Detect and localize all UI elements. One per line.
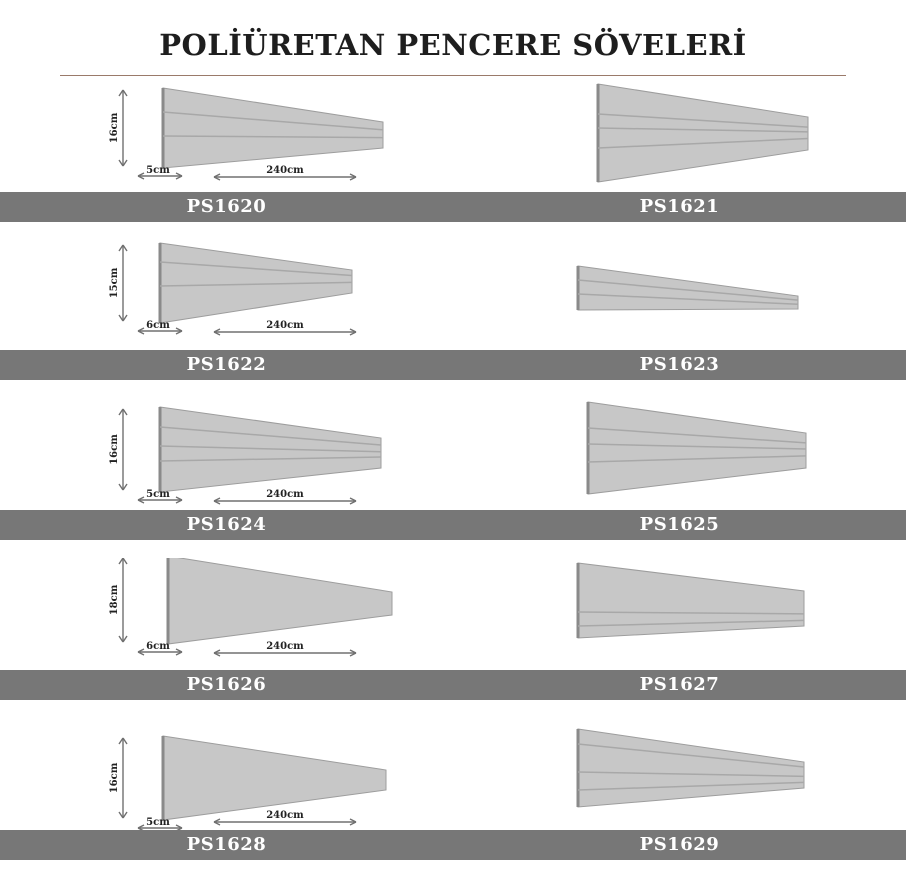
moulding-profile xyxy=(578,563,804,638)
profile-drawing xyxy=(453,558,906,670)
height-label: 15cm xyxy=(109,267,120,299)
product-ps1627 xyxy=(453,558,906,718)
title-divider xyxy=(60,75,846,76)
moulding-profile xyxy=(163,88,383,168)
product-code: PS1625 xyxy=(639,514,720,535)
page-title: POLİÜRETAN PENCERE SÖVELERİ xyxy=(159,28,747,62)
moulding-profile xyxy=(163,736,386,820)
product-code: PS1620 xyxy=(186,196,267,217)
product-code-band xyxy=(453,350,906,380)
product-code: PS1626 xyxy=(186,674,267,695)
moulding-profile xyxy=(168,558,392,644)
product-code-band xyxy=(0,350,453,380)
height-label: 18cm xyxy=(109,584,120,616)
profile-drawing xyxy=(0,398,453,510)
product-code-band xyxy=(453,510,906,540)
depth-label: 5cm xyxy=(146,165,170,176)
product-code: PS1627 xyxy=(639,674,720,695)
height-label: 16cm xyxy=(109,434,120,465)
profile-drawing xyxy=(453,238,906,350)
product-ps1623 xyxy=(453,238,906,398)
product-ps1620 xyxy=(0,80,453,240)
product-code-band xyxy=(453,830,906,860)
profile-drawing xyxy=(0,80,453,192)
profile-drawing xyxy=(0,238,453,350)
moulding-profile xyxy=(578,729,804,807)
depth-label: 6cm xyxy=(146,641,170,652)
product-ps1625 xyxy=(453,398,906,558)
length-label: 240cm xyxy=(266,641,304,652)
depth-label: 6cm xyxy=(146,320,170,331)
height-label: 16cm xyxy=(109,112,120,144)
product-ps1626 xyxy=(0,558,453,718)
product-code: PS1628 xyxy=(186,834,267,855)
length-label: 240cm xyxy=(266,810,304,821)
profile-drawing xyxy=(453,398,906,510)
product-code-band xyxy=(0,192,453,222)
profile-drawing xyxy=(453,718,906,830)
product-ps1629 xyxy=(453,718,906,878)
product-code: PS1629 xyxy=(639,834,720,855)
product-code: PS1624 xyxy=(186,514,267,535)
product-code: PS1623 xyxy=(639,354,720,375)
product-code-band xyxy=(0,830,453,860)
product-code: PS1621 xyxy=(639,196,720,217)
profile-drawing xyxy=(0,558,453,670)
product-code-band xyxy=(0,670,453,700)
height-label: 16cm xyxy=(109,762,120,794)
moulding-profile xyxy=(598,84,808,182)
depth-label: 5cm xyxy=(146,817,170,828)
product-ps1628 xyxy=(0,718,453,878)
length-label: 240cm xyxy=(266,320,304,331)
product-code-band xyxy=(453,670,906,700)
product-ps1621 xyxy=(453,80,906,240)
depth-label: 5cm xyxy=(146,489,170,500)
length-label: 240cm xyxy=(266,489,304,500)
product-ps1624 xyxy=(0,398,453,558)
profile-drawing xyxy=(0,718,453,830)
product-code: PS1622 xyxy=(186,354,267,375)
length-label: 240cm xyxy=(266,165,304,176)
product-ps1622 xyxy=(0,238,453,398)
product-code-band xyxy=(453,192,906,222)
profile-drawing xyxy=(453,80,906,192)
product-code-band xyxy=(0,510,453,540)
